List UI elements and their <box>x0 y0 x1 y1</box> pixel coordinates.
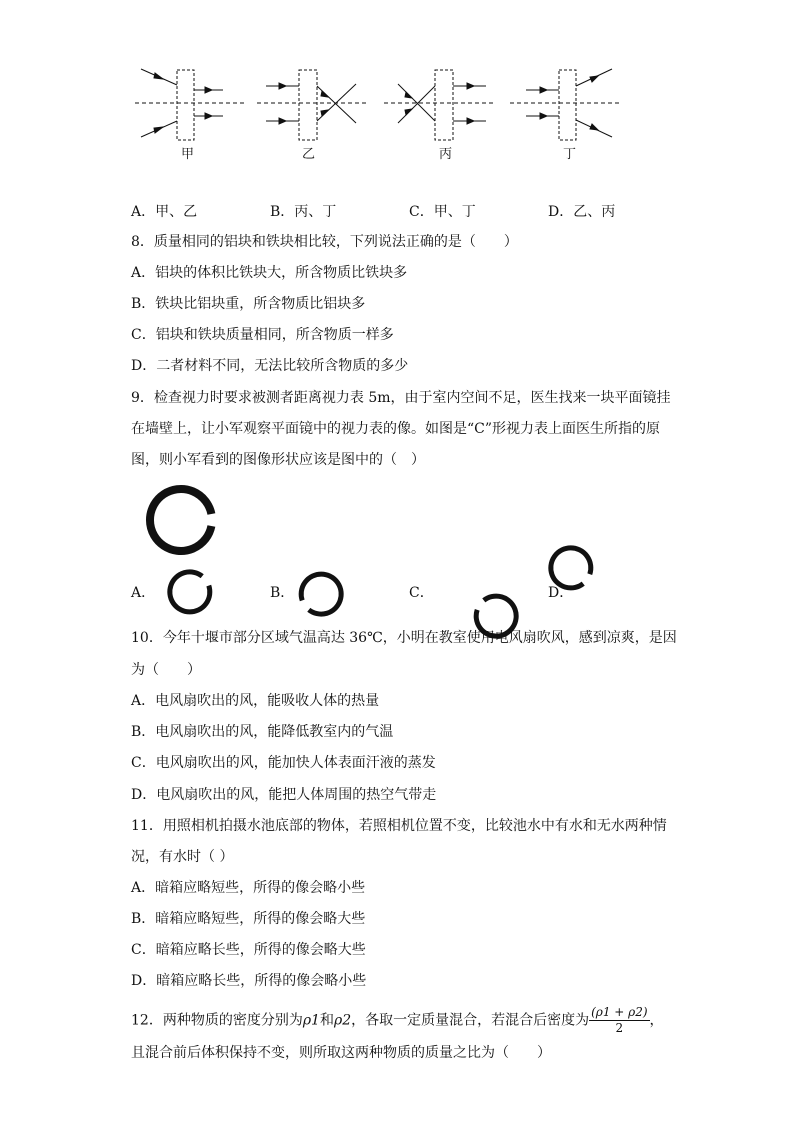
q12-stem-line2: 且混合前后体积保持不变，则所取这两种物质的质量之比为（ ） <box>131 1045 551 1061</box>
c-ring-original-icon <box>140 480 220 560</box>
diagram-label-jia: 甲 <box>181 147 195 162</box>
q7-option-b[interactable]: B．丙、丁 <box>270 204 337 220</box>
q8-option-c[interactable]: C．铝块和铁块质量相同，所含物质一样多 <box>131 327 394 343</box>
q9-option-b-label: B． <box>270 585 295 601</box>
q10-stem-line1: 10．今年十堰市部分区域气温高达 36℃，小明在教室使用电风扇吹风，感到凉爽，是因 <box>131 630 677 646</box>
q8-option-a[interactable]: A．铝块的体积比铁块大，所含物质比铁块多 <box>131 265 408 281</box>
q11-option-d[interactable]: D．暗箱应略长些，所得的像会略小些 <box>131 973 367 989</box>
q9-option-a-label: A． <box>131 585 156 601</box>
q10-option-d[interactable]: D．电风扇吹出的风，能把人体周围的热空气带走 <box>131 787 437 803</box>
q10-stem-line2: 为（ ） <box>131 662 201 678</box>
q9-stem-line3: 图，则小军看到的图像形状应该是图中的（ ） <box>131 452 425 468</box>
diagram-label-yi: 乙 <box>302 147 316 162</box>
q8-option-d[interactable]: D．二者材料不同，无法比较所含物质的多少 <box>131 358 409 374</box>
q7-option-c[interactable]: C．甲、丁 <box>409 204 476 220</box>
q11-stem-line2: 况，有水时（ ） <box>131 849 234 865</box>
q12-fraction-denominator: 2 <box>615 1021 624 1035</box>
q12-stem-part-b: ，各取一定质量混合，若混合后密度为 <box>351 1012 590 1029</box>
q9-option-c-label: C． <box>409 585 434 601</box>
q12-rho1: ρ1 <box>302 1012 320 1029</box>
q12-and: 和 <box>319 1012 334 1029</box>
q9-stem-line1: 9．检查视力时要求被测者距离视力表 5m，由于室内空间不足，医生找来一块平面镜挂 <box>131 390 671 406</box>
q12-fraction-numerator: (ρ1 + ρ2) <box>591 1005 648 1019</box>
lens-diagram-ding <box>0 0 794 160</box>
q12-stem-line1 <box>131 1005 664 1036</box>
q10-option-c[interactable]: C．电风扇吹出的风，能加快人体表面汗液的蒸发 <box>131 755 436 771</box>
q7-options <box>0 201 794 221</box>
q11-stem-line1: 11．用照相机拍摄水池底部的物体，若照相机位置不变，比较池水中有水和无水两种情 <box>131 818 667 834</box>
c-ring-option-a-icon[interactable] <box>165 569 215 619</box>
q10-option-b[interactable]: B．电风扇吹出的风，能降低教室内的气温 <box>131 724 394 740</box>
q12-rho2: ρ2 <box>333 1012 352 1029</box>
q8-option-b[interactable]: B．铁块比铝块重，所含物质比铝块多 <box>131 296 366 312</box>
c-ring-option-c-icon[interactable] <box>440 567 490 617</box>
c-ring-option-b-icon[interactable] <box>296 567 346 617</box>
q12-density-fraction <box>589 1005 649 1036</box>
q9-option-d-label: D． <box>548 585 574 601</box>
q8-stem: 8．质量相同的铝块和铁块相比较，下列说法正确的是（ ） <box>131 234 518 250</box>
diagram-label-bing: 丙 <box>439 147 453 162</box>
q11-option-a[interactable]: A．暗箱应略短些，所得的像会略小些 <box>131 880 366 896</box>
diagram-label-ding: 丁 <box>563 147 577 162</box>
q12-stem-part-a: 12．两种物质的密度分别为 <box>131 1012 303 1029</box>
q7-option-d[interactable]: D．乙、丙 <box>548 204 616 220</box>
q11-option-b[interactable]: B．暗箱应略短些，所得的像会略大些 <box>131 911 366 927</box>
c-ring-option-d-icon[interactable] <box>577 567 627 617</box>
q9-stem-line2: 在墙壁上，让小军观察平面镜中的视力表的像。如图是“C”形视力表上面医生所指的原 <box>131 421 661 437</box>
q10-option-a[interactable]: A．电风扇吹出的风，能吸收人体的热量 <box>131 693 380 709</box>
q11-option-c[interactable]: C．暗箱应略长些，所得的像会略大些 <box>131 942 366 958</box>
q7-option-a[interactable]: A．甲、乙 <box>131 204 198 220</box>
q12-stem-part-c: ， <box>649 1012 664 1029</box>
